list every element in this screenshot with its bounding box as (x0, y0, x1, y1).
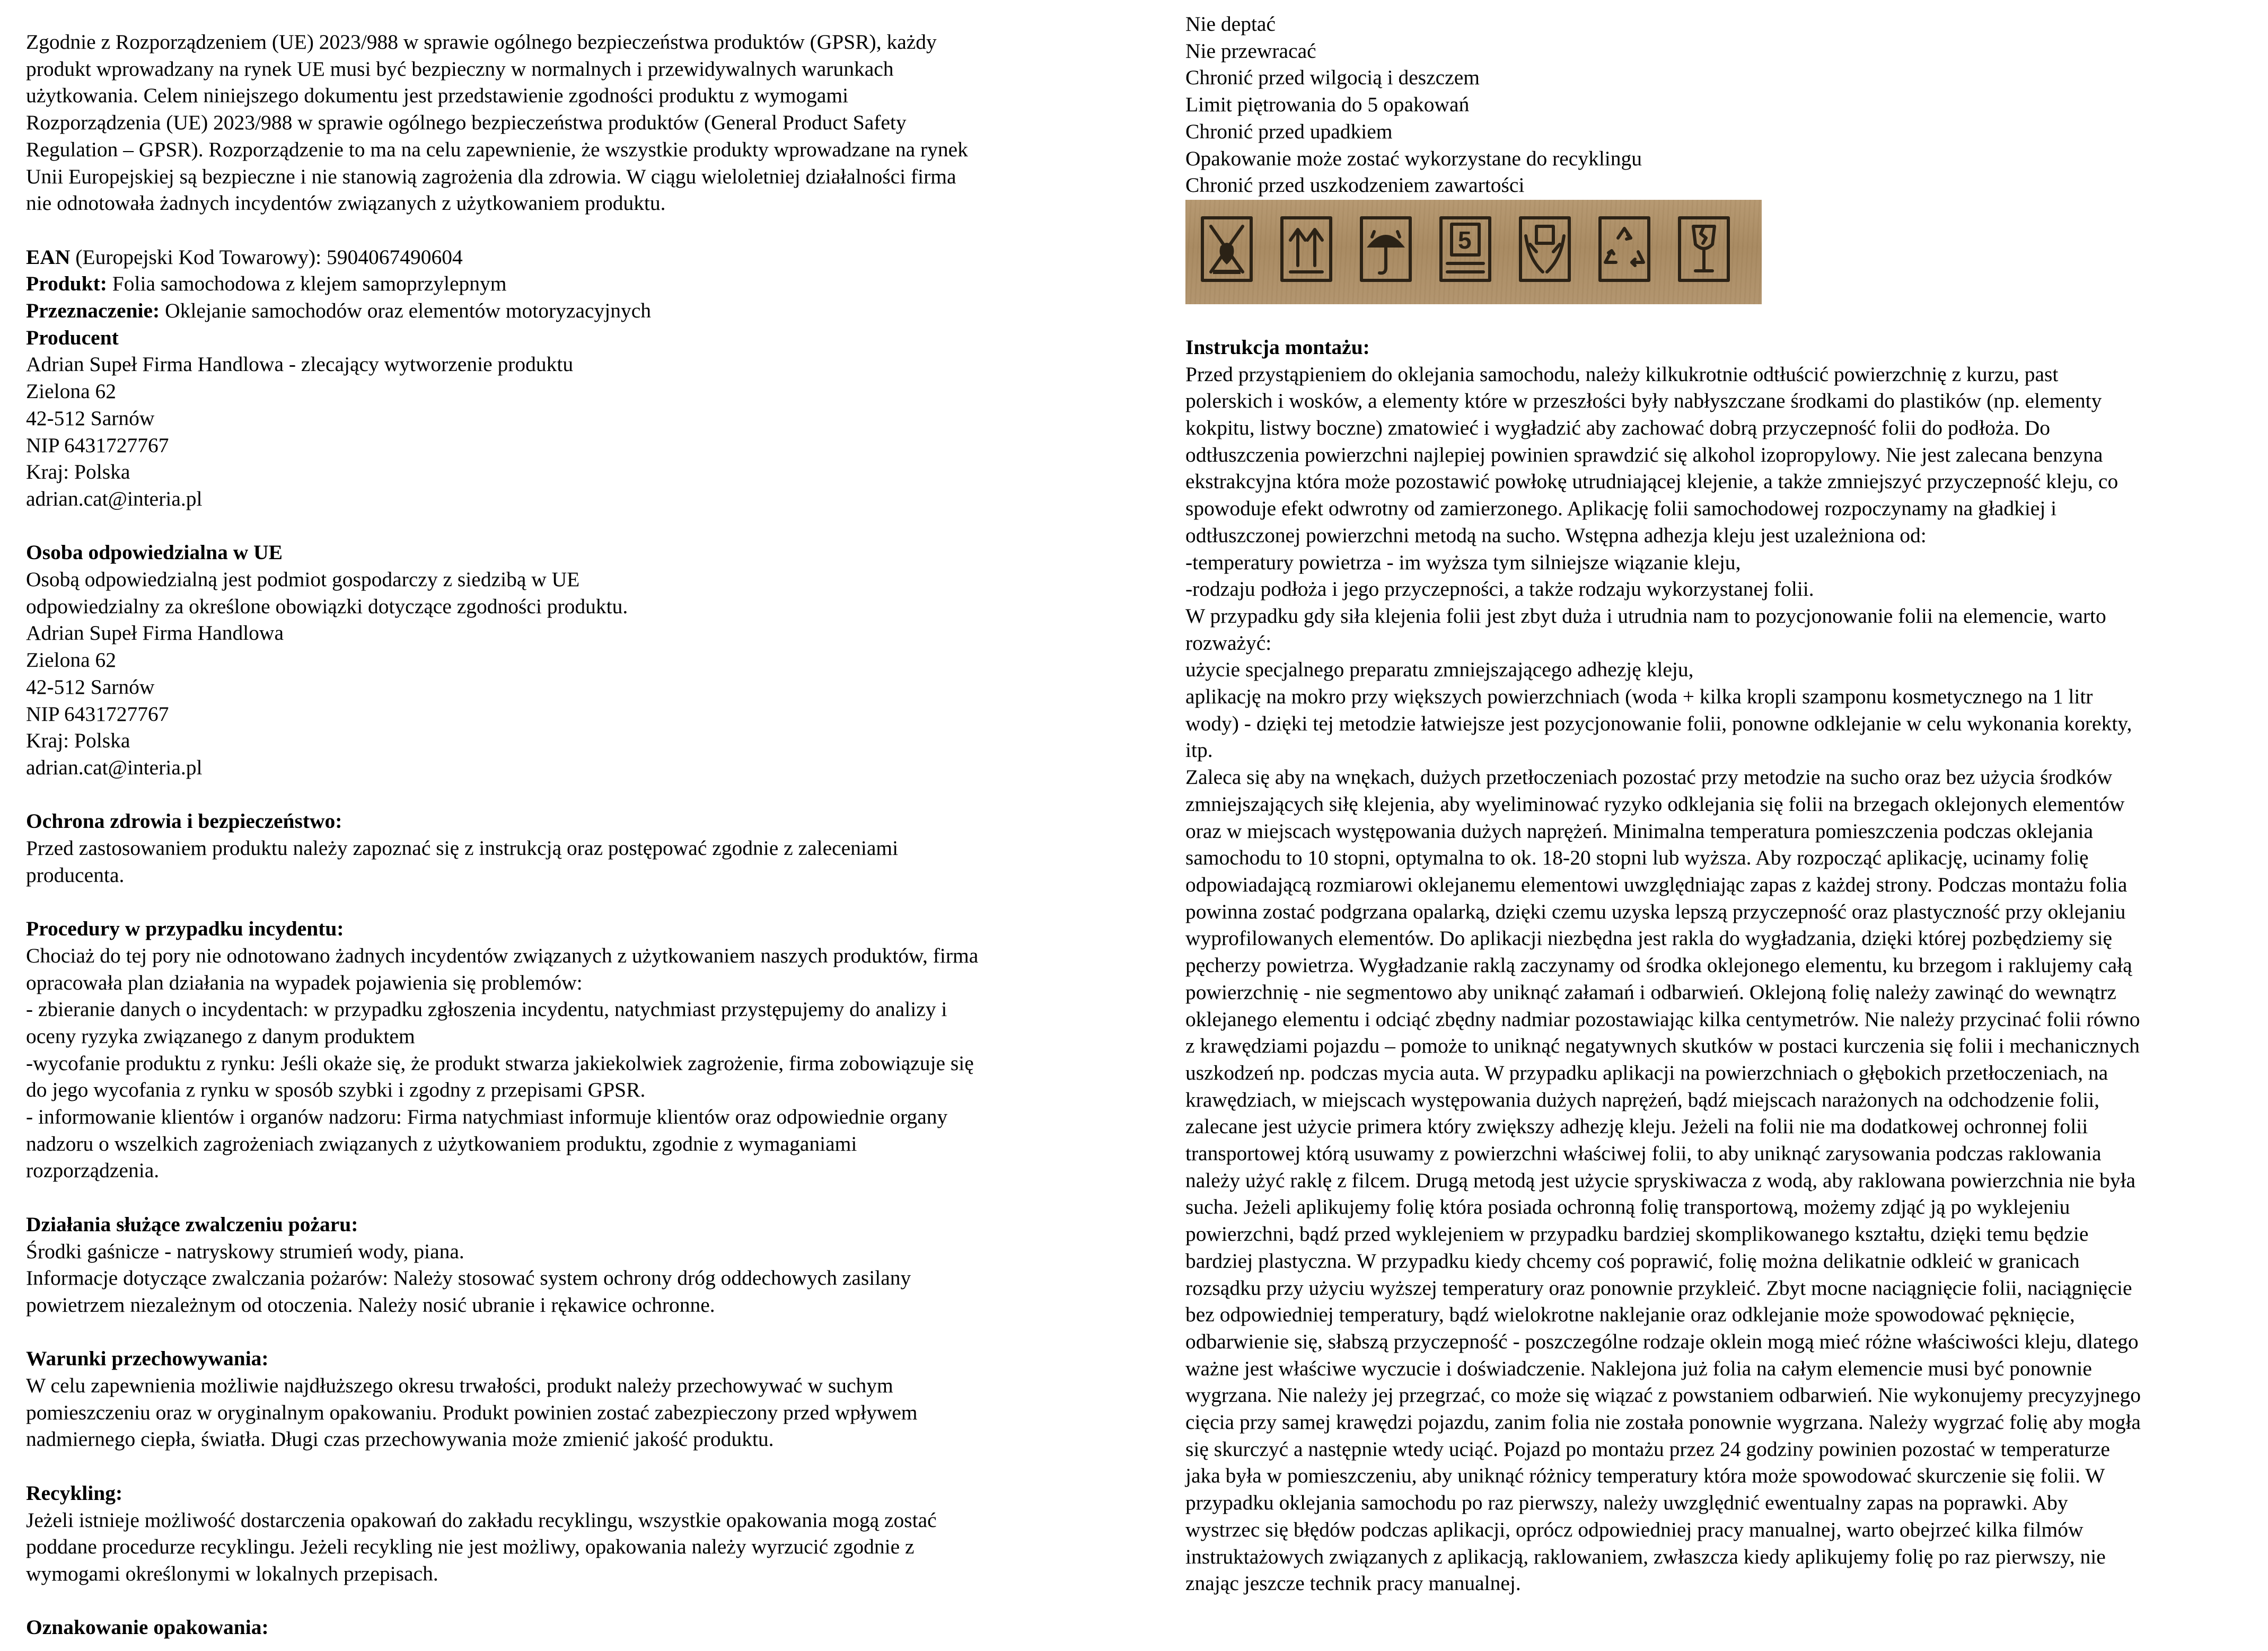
text-line: pomieszczeniu oraz w oryginalnym opakowaniu. Produkt powinien zostać zabezpieczony przed wpływem (26, 1400, 918, 1424)
recycling-heading: Recykling: (26, 1481, 123, 1505)
producer-email: adrian.cat@interia.pl (26, 487, 203, 510)
packaging-symbols-strip (1185, 200, 1762, 304)
text-line: Informacje dotyczące zwalczania pożarów: Należy stosować system ochrony dróg oddechowych zasilany (26, 1266, 911, 1290)
text-line: Środki gaśnicze - natryskowy strumień wody, piana. (26, 1239, 464, 1263)
responsible-heading: Osoba odpowiedzialna w UE (26, 541, 283, 564)
text-line: Zielona 62 (26, 648, 117, 672)
text-line: oceny ryzyka związanego z danym produktem (26, 1024, 415, 1048)
recycle-icon (1597, 215, 1652, 284)
instructions-line: Zaleca się aby na wnękach, dużych przetłoczeniach pozostać przy metodzie na sucho oraz bez użycia środków (1185, 765, 2113, 789)
product-label: Produkt: (26, 272, 107, 296)
this-way-up-icon (1279, 215, 1334, 284)
instructions-line: polerskich i wosków, a elementy które w przeszłości były nabłyszczane środkami do plastików (np. elementy (1185, 389, 2102, 413)
instructions-line: się skurczyć a następnie wtedy uciąć. Pojazd po montażu przez 24 godziny powinien pozostać w temperaturze (1185, 1437, 2110, 1461)
instructions-line: samochodu to 10 stopni, optymalna to ok. 18-20 stopni lub wyższa. Aby rozpocząć aplikację, ucinamy folię (1185, 846, 2089, 870)
text-line: rozporządzenia. (26, 1159, 160, 1182)
instructions-line: odpowiadającą rozmiarowi oklejanemu elementowi uwzględniając zapas z każdej strony. Podczas montażu folia (1185, 872, 2128, 896)
purpose-label: Przeznaczenie: (26, 299, 160, 323)
producer-block (26, 351, 1118, 512)
instructions-line: spowoduje efekt odwrotny od zamierzonego. Aplikację folii samochodowej rozpoczynamy na gładkiej i (1185, 497, 2057, 520)
instructions-line: zalecane jest użycie primera który zwiększy adhezję kleju. Jeżeli na folii nie ma dodatkowej ochronnej folii (1185, 1115, 2088, 1138)
product-value: Folia samochodowa z klejem samoprzylepnym (107, 272, 507, 296)
text-line: Rozporządzenia (UE) 2023/988 w sprawie ogólnego bezpieczeństwa produktów (General Product Safety (26, 111, 907, 135)
text-line: nadzoru o wszelkich zagrożeniach związanych z użytkowaniem produktu, zgodnie z wymaganiami (26, 1132, 857, 1155)
storage-heading: Warunki przechowywania: (26, 1347, 269, 1371)
instructions-line: -rodzaju podłoża i jego przyczepności, a także rodzaju wykorzystanej folii. (1185, 577, 1814, 601)
fragile-glass-icon (1676, 215, 1731, 284)
instructions-line: wystrzec się błędów podczas aplikacji, oprócz odpowiedniej pracy manualnej, warto obejrzeć kilka filmów (1185, 1517, 2084, 1541)
instructions-line: odtłuszczonej powierzchni metodą na sucho. Wstępna adhezja kleju jest uzależniona od: (1185, 523, 1927, 547)
instructions-line: odbarwienie się, słabszą przyczepność - poszczególne rodzaje oklein mogą mieć różne właściwości kleju, dlatego (1185, 1329, 2139, 1353)
text-line: 42-512 Sarnów (26, 406, 155, 430)
instructions-line: powierzchnię - nie segmentowo aby uniknąć załamań i odbarwień. Oklejoną folię należy zawinąć do wewnątrz (1185, 980, 2116, 1004)
instructions-body (1185, 361, 2256, 1597)
instructions-line: W przypadku gdy siła klejenia folii jest zbyt duża i utrudnia nam to pozycjonowanie folii na elemencie, warto (1185, 604, 2106, 628)
marking-item: Opakowanie może zostać wykorzystane do recyklingu (1185, 146, 1642, 170)
left-column (26, 29, 1118, 1641)
instructions-line: pęcherzy powietrza. Wygładzanie raklą zaczynamy od środka oklejonego elementu, ku brzegom i raklujemy całą (1185, 953, 2132, 977)
instructions-line: powierzchni, bądź przed wyklejeniem w przypadku bardziej skomplikowanego kształtu, dzięki temu będzie (1185, 1222, 2089, 1246)
instructions-line: sucha. Jeżeli aplikujemy folię która posiada ochronną folię transportową, możemy zdjąć ją po wyklejeniu (1185, 1195, 2070, 1219)
do-not-step-icon (1199, 215, 1254, 284)
producer-heading: Producent (26, 325, 119, 349)
text-line: wymogami określonymi w lokalnych przepisach. (26, 1561, 438, 1585)
instructions-line: Przed przystąpieniem do oklejania samochodu, należy kilkukrotnie odtłuścić powierzchnię z kurzu, past (1185, 362, 2059, 386)
marking-item: Chronić przed wilgocią i deszczem (1185, 66, 1480, 90)
instructions-line: transportowej którą usuwamy z powierzchni właściwej folii, to aby uniknąć zarysowania podczas raklowania (1185, 1142, 2102, 1166)
marking-item: Chronić przed uszkodzeniem zawartości (1185, 173, 1525, 197)
instructions-line: kokpitu, listwy boczne) zmatowieć i wygładzić aby zachować dobrą przyczepność folii do podłoża. Do (1185, 416, 2050, 440)
purpose-row (26, 297, 1118, 324)
product-row (26, 270, 1118, 297)
instructions-line: wygrzana. Nie należy jej przegrzać, co może się wiązać z powstaniem odbarwień. Nie wykonujemy precyzyjnego (1185, 1383, 2141, 1407)
marking-item: Chronić przed upadkiem (1185, 119, 1393, 143)
storage-block (26, 1372, 1118, 1453)
right-column (1185, 11, 2256, 1597)
fire-heading: Działania służące zwalczeniu pożaru: (26, 1212, 358, 1236)
instructions-line: znając jeszcze technik pracy manualnej. (1185, 1571, 1521, 1595)
text-line: poddane procedurze recyklingu. Jeżeli recykling nie jest możliwy, opakowania należy wyrzucić zgodnie z (26, 1535, 915, 1559)
instructions-line: oraz w miejscach występowania dużych naprężeń. Minimalna temperatura pomieszczenia podczas oklejania (1185, 819, 2094, 843)
ean-label: EAN (26, 245, 71, 269)
text-line: Zgodnie z Rozporządzeniem (UE) 2023/988 w sprawie ogólnego bezpieczeństwa produktów (GPSR), każdy (26, 30, 937, 54)
instructions-line: wody) - dzięki tej metodzie łatwiejsze jest pozycjonowanie folii, ponowne odklejanie w celu wykonania korekty, (1185, 711, 2132, 735)
text-line: do jego wycofania z rynku w sposób szybki i zgodny z przepisami GPSR. (26, 1078, 646, 1102)
instructions-line: bardziej plastyczna. W przypadku kiedy chcemy coś poprawić, folię można delikatnie odkleić w granicach (1185, 1249, 2080, 1273)
handle-with-care-icon (1517, 215, 1572, 284)
text-line: NIP 6431727767 (26, 433, 169, 457)
text-line: W celu zapewnienia możliwie najdłuższego okresu trwałości, produkt należy przechowywać w suchym (26, 1374, 893, 1398)
instructions-line: ważne jest właściwe wyczucie i doświadczenie. Naklejona już folia na całym elemencie musi być ponownie (1185, 1356, 2092, 1380)
text-line: Zielona 62 (26, 379, 117, 403)
instructions-heading: Instrukcja montażu: (1185, 335, 1370, 359)
ean-value: (Europejski Kod Towarowy): 5904067490604 (70, 245, 463, 269)
instructions-line: rozsądku przy użyciu wyższej temperatury oraz ponownie przykleić. Zbyt mocne naciągnięcie folii, naciągnięcie (1185, 1276, 2132, 1300)
instructions-line: aplikację na mokro przy większych powierzchniach (woda + kilka kropli szamponu kosmetycznego na 1 litr (1185, 685, 2093, 709)
instructions-line: jaka była w pomieszczeniu, aby uniknąć różnicy temperatury która może spowodować skurczenie się folii. W (1185, 1464, 2105, 1488)
text-line: Unii Europejskiej są bezpieczne i nie stanowią zagrożenia dla zdrowia. W ciągu wieloletniej działalności firma (26, 164, 956, 188)
marking-list (1185, 11, 2256, 199)
instructions-line: z krawędziami pojazdu – pomoże to uniknąć negatywnych skutków w postaci kurczenia się folii i mechanicznych (1185, 1034, 2140, 1058)
instructions-line: oklejanego elementu i odciąć zbędny nadmiar pozostawiając kilka centymetrów. Nie należy przycinać folii równo (1185, 1007, 2140, 1031)
marking-item: Limit piętrowania do 5 opakowań (1185, 93, 1470, 117)
text-line: użytkowania. Celem niniejszego dokumentu jest przedstawienie zgodności produktu z wymogami (26, 84, 849, 108)
text-line: 42-512 Sarnów (26, 675, 155, 699)
text-line: producenta. (26, 863, 125, 887)
text-line: Kraj: Polska (26, 460, 130, 484)
text-line: odpowiedzialny za określone obowiązki dotyczące zgodności produktu. (26, 594, 628, 618)
text-line: produkt wprowadzany na rynek UE musi być bezpieczny w normalnych i przewidywalnych warunkach (26, 57, 894, 81)
text-line: nie odnotowała żadnych incydentów związanych z użytkowaniem produktu. (26, 191, 666, 215)
ean-row (26, 244, 1118, 271)
marking-heading: Oznakowanie opakowania: (26, 1615, 269, 1639)
instructions-line: cięcia przy samej krawędzi pojazdu, zanim folia nie została ponownie wygrzana. Należy wygrzać folię aby mogła (1185, 1410, 2141, 1434)
instructions-line: bez odpowiedniej temperatury, bądź wielokrotne naklejanie oraz odklejanie może spowodować pęknięcie, (1185, 1303, 2075, 1327)
marking-item: Nie przewracać (1185, 39, 1316, 63)
health-heading: Ochrona zdrowia i bezpieczeństwo: (26, 809, 342, 833)
instructions-line: przypadku oklejania samochodu po raz pierwszy, należy uwzględnić ewentualny zapas na poprawki. Aby (1185, 1491, 2068, 1515)
text-line: Kraj: Polska (26, 729, 130, 753)
instructions-line: rozważyć: (1185, 631, 1272, 655)
text-line: - informowanie klientów i organów nadzoru: Firma natychmiast informuje klientów oraz odpowiednie organy (26, 1105, 948, 1129)
instructions-line: ekstrakcyjna która może pozostawić powłokę utrudniającej klejenie, a także zmniejszyć przyczepność kleju, co (1185, 470, 2118, 493)
instructions-line: należy użyć raklę z filcem. Drugą metodą jest użycie spryskiwacza z wodą, aby raklowana powierzchnia nie była (1185, 1168, 2136, 1192)
text-line: nadmiernego ciepła, światła. Długi czas przechowywania może zmienić jakość produktu. (26, 1427, 774, 1451)
stacking-limit-icon (1438, 215, 1493, 284)
instructions-line: -temperatury powietrza - im wyższa tym silniejsze wiązanie kleju, (1185, 550, 1741, 574)
purpose-value: Oklejanie samochodów oraz elementów motoryzacyjnych (160, 299, 652, 323)
text-line: Adrian Supeł Firma Handlowa (26, 621, 284, 645)
stack-number: 5 (1458, 226, 1472, 254)
fire-block (26, 1238, 1118, 1319)
health-block (26, 835, 1118, 888)
marking-item: Nie deptać (1185, 12, 1276, 36)
instructions-line: odtłuszczenia powierzchni najlepiej powinien sprawdzić się alkohol izopropylowy. Nie jest zalecana benzyna (1185, 443, 2103, 466)
text-line: Chociaż do tej pory nie odnotowano żadnych incydentów związanych z użytkowaniem naszych produktów, firma (26, 943, 979, 967)
responsible-block (26, 566, 1118, 781)
recycling-block (26, 1507, 1118, 1587)
text-line: Jeżeli istnieje możliwość dostarczenia opakowań do zakładu recyklingu, wszystkie opakowania mogą zostać (26, 1508, 937, 1532)
instructions-line: użycie specjalnego preparatu zmniejszającego adhezję kleju, (1185, 658, 1694, 682)
text-line: NIP 6431727767 (26, 702, 169, 726)
incident-block (26, 942, 1118, 1184)
intro-paragraph (26, 29, 1118, 217)
text-line: - zbieranie danych o incydentach: w przypadku zgłoszenia incydentu, natychmiast przystępujemy do analizy i (26, 997, 947, 1021)
text-line: powietrzem niezależnym od otoczenia. Należy nosić ubranie i rękawice ochronne. (26, 1293, 715, 1317)
instructions-line: itp. (1185, 738, 1213, 762)
incident-heading: Procedury w przypadku incydentu: (26, 917, 344, 941)
text-line: Adrian Supeł Firma Handlowa - zlecający wytworzenie produktu (26, 352, 574, 376)
keep-dry-umbrella-icon (1358, 215, 1413, 284)
instructions-line: instruktażowych związanych z aplikacją, raklowaniem, zwłaszcza kiedy aplikujemy folię po raz pierwszy, nie (1185, 1544, 2106, 1568)
text-line: -wycofanie produktu z rynku: Jeśli okaże się, że produkt stwarza jakiekolwiek zagrożenie, firma zobowiązuje się (26, 1051, 974, 1075)
text-line: Przed zastosowaniem produktu należy zapoznać się z instrukcją oraz postępować zgodnie z zaleceniami (26, 836, 899, 860)
responsible-email: adrian.cat@interia.pl (26, 755, 203, 779)
instructions-line: krawędziach, w miejscach występowania dużych naprężeń, bądź miejscach narażonych na odchodzenie folii, (1185, 1088, 2100, 1111)
text-line: Regulation – GPSR). Rozporządzenie to ma na celu zapewnienie, że wszystkie produkty wprowadzane na rynek (26, 137, 968, 161)
text-line: Osobą odpowiedzialną jest podmiot gospodarczy z siedzibą w UE (26, 568, 580, 591)
text-line: opracowała plan działania na wypadek pojawienia się problemów: (26, 970, 583, 994)
instructions-line: wyprofilowanych elementów. Do aplikacji niezbędna jest rakla do wygładzania, dzięki której pozbędziemy się (1185, 926, 2112, 950)
instructions-line: zmniejszających siłę klejenia, aby wyeliminować ryzyko odklejania się folii na brzegach oklejonych elementów (1185, 792, 2125, 816)
instructions-line: uszkodzeń np. podczas mycia auta. W przypadku aplikacji na powierzchniach o głębokich przetłoczeniach, na (1185, 1061, 2108, 1084)
instructions-line: powinna zostać podgrzana opalarką, dzięki czemu uzyska lepszą przyczepność oraz plastyczność przy oklejaniu (1185, 899, 2126, 923)
